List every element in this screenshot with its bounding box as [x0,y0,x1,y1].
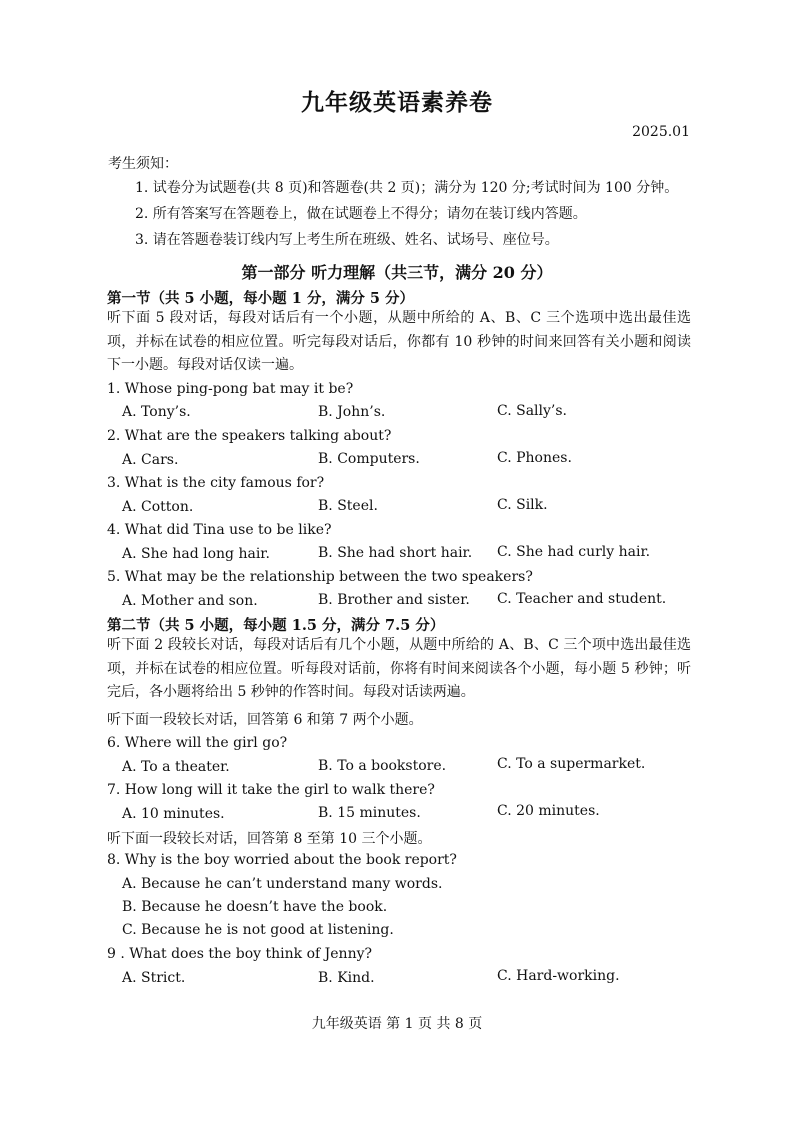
q9-option-b: B. Kind. [318,970,375,986]
q5-option-c: C. Teacher and student. [497,591,667,607]
section2-instructions: 听下面 2 段较长对话，每段对话后有几个小题，从题中所给的 A、B、C 三个项中选出最佳选项，并标在试卷的相应位置。听每段对话前，你将有时间来阅读各个小题，每小题 5 秒钟；听完后，各小题将给出 5 秒钟的作答时间。每段对话读两遍。 [107,637,691,700]
question-4: 4. What did Tina use to be like? [107,522,332,538]
q8-option-c: C. Because he is not good at listening. [122,922,394,938]
q1-option-b: B. John’s. [318,404,386,420]
question-2: 2. What are the speakers talking about? [107,428,392,444]
exam-date: 2025.01 [632,124,690,140]
q3-option-c: C. Silk. [497,497,548,513]
q2-option-a: A. Cars. [122,452,179,468]
q3-option-a: A. Cotton. [122,499,194,515]
part1-title: 第一部分 听力理解（共三节，满分 20 分） [241,263,553,282]
section1-instructions: 听下面 5 段对话，每段对话后有一个小题，从题中所给的 A、B、C 三个选项中选出最佳选项，并标在试卷的相应位置。听完每段对话后，你都有 10 秒钟的时间来回答有关小题和阅读下一小题。每段对话仅读一遍。 [107,310,691,373]
section1-heading: 第一节（共 5 小题，每小题 1 分，满分 5 分） [107,290,415,307]
q7-option-a: A. 10 minutes. [122,806,225,822]
q6-option-a: A. To a theater. [122,759,230,775]
question-1: 1. Whose ping-pong bat may it be? [107,381,354,397]
notice-item-2: 2. 所有答案写在答题卷上，做在试题卷上不得分；请勿在装订线内答题。 [135,206,587,222]
question-5: 5. What may be the relationship between the two speakers? [107,569,533,585]
question-3: 3. What is the city famous for? [107,475,325,491]
q9-option-c: C. Hard-working. [497,968,620,984]
page-footer: 九年级英语 第 1 页 共 8 页 [311,1016,483,1032]
q7-option-b: B. 15 minutes. [318,805,421,821]
q2-option-b: B. Computers. [318,451,420,467]
q4-option-b: B. She had short hair. [318,545,473,561]
section2-heading: 第二节（共 5 小题，每小题 1.5 分，满分 7.5 分） [107,617,445,634]
question-8: 8. Why is the boy worried about the book report? [107,852,457,868]
q2-option-c: C. Phones. [497,450,572,466]
q5-option-b: B. Brother and sister. [318,592,470,608]
notice-item-1: 1. 试卷分为试题卷(共 8 页)和答题卷(共 2 页)；满分为 120 分;考试时间为 100 分钟。 [135,180,679,196]
q8-option-b: B. Because he doesn’t have the book. [122,899,388,915]
q7-option-c: C. 20 minutes. [497,803,600,819]
q4-option-c: C. She had curly hair. [497,544,651,560]
q1-option-c: C. Sally’s. [497,403,567,419]
q8-option-a: A. Because he can’t understand many words. [122,876,443,892]
question-7: 7. How long will it take the girl to walk there? [107,782,435,798]
q9-option-a: A. Strict. [122,970,186,986]
section2-intro-2: 听下面一段较长对话，回答第 8 至第 10 三个小题。 [107,831,432,847]
notice-heading: 考生须知： [108,156,178,172]
q5-option-a: A. Mother and son. [122,593,258,609]
question-6: 6. Where will the girl go? [107,735,288,751]
notice-item-3: 3. 请在答题卷装订线内写上考生所在班级、姓名、试场号、座位号。 [135,232,559,248]
q1-option-a: A. Tony’s. [122,404,191,420]
section2-intro-1: 听下面一段较长对话，回答第 6 和第 7 两个小题。 [107,712,423,728]
q4-option-a: A. She had long hair. [122,546,270,562]
page-title: 九年级英语素养卷 [301,89,493,116]
q6-option-b: B. To a bookstore. [318,758,447,774]
question-9: 9 . What does the boy think of Jenny? [107,946,373,962]
q3-option-b: B. Steel. [318,498,378,514]
q6-option-c: C. To a supermarket. [497,756,646,772]
